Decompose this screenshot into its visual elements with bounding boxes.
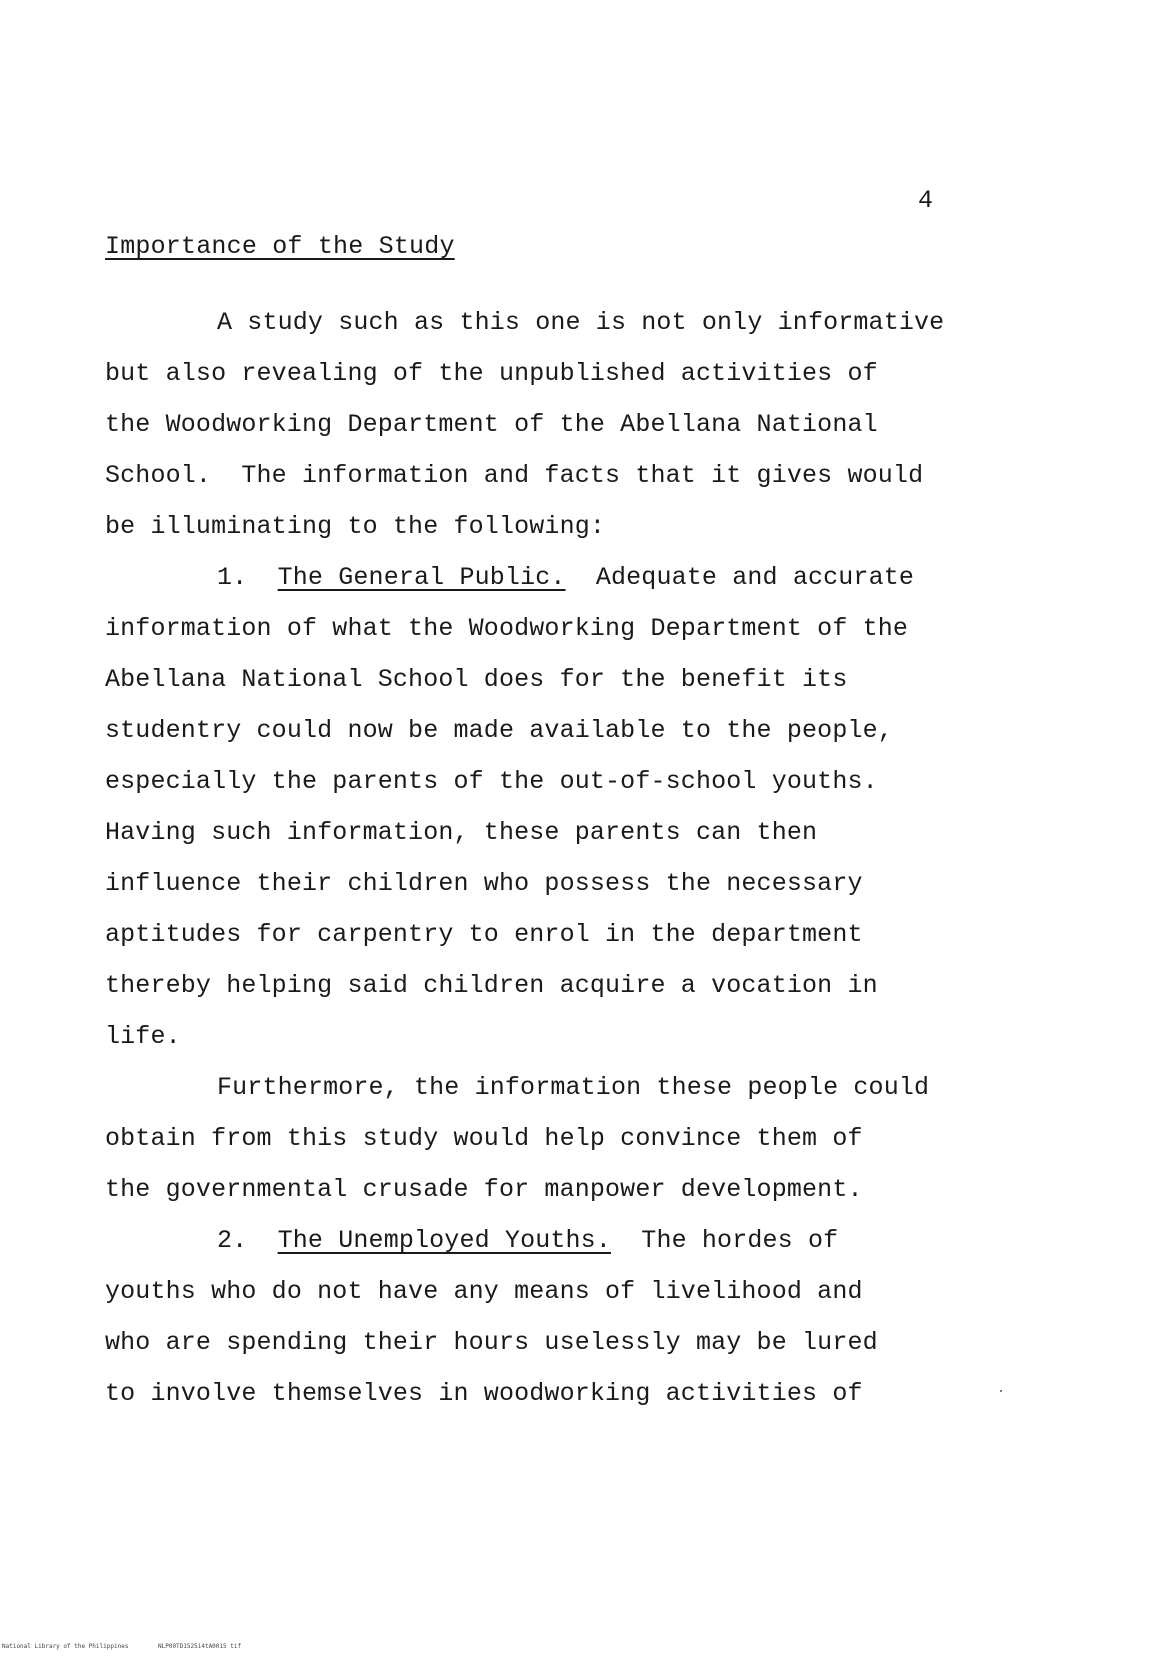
para1-line-4: School. The information and facts that it gives would bbox=[105, 461, 924, 490]
item1-title: The General Public. bbox=[277, 563, 566, 592]
item2-number: 2. bbox=[217, 1226, 248, 1255]
footer-code: NLP00TD1525i4tA0015 tif bbox=[158, 1643, 242, 1650]
item1-line-8: thereby helping said children acquire a vocation in bbox=[105, 971, 878, 1000]
footer-library: National Library of the Philippines bbox=[2, 1643, 129, 1650]
item2-line-1: youths who do not have any means of livelihood and bbox=[105, 1277, 863, 1306]
item1-line-1: information of what the Woodworking Department of the bbox=[105, 614, 909, 643]
item2-first-line bbox=[217, 1226, 838, 1255]
item1-line-7: aptitudes for carpentry to enrol in the department bbox=[105, 920, 863, 949]
item1-line-3: studentry could now be made available to the people, bbox=[105, 716, 893, 745]
para2-line-2: obtain from this study would help convince them of bbox=[105, 1124, 863, 1153]
item1-first-line bbox=[217, 563, 914, 592]
item1-line-2: Abellana National School does for the benefit its bbox=[105, 665, 848, 694]
item1-number: 1. bbox=[217, 563, 248, 592]
para1-line-2: but also revealing of the unpublished activities of bbox=[105, 359, 878, 388]
item1-line-5: Having such information, these parents can then bbox=[105, 818, 818, 847]
para2-line-3: the governmental crusade for manpower development. bbox=[105, 1175, 863, 1204]
item1-line-9: life. bbox=[105, 1022, 181, 1051]
section-heading: Importance of the Study bbox=[105, 232, 455, 261]
scan-speck bbox=[1000, 1390, 1002, 1392]
page-number: 4 bbox=[918, 186, 934, 215]
para2-line-1: Furthermore, the information these people could bbox=[217, 1073, 930, 1102]
item1-line-6: influence their children who possess the necessary bbox=[105, 869, 863, 898]
para1-line-3: the Woodworking Department of the Abellana National bbox=[105, 410, 878, 439]
para1-line-1: A study such as this one is not only informative bbox=[217, 308, 945, 337]
item2-first-line-rest: The hordes of bbox=[610, 1226, 839, 1255]
item2-title: The Unemployed Youths. bbox=[277, 1226, 611, 1255]
item2-line-2: who are spending their hours uselessly may be lured bbox=[105, 1328, 878, 1357]
item1-line-4: especially the parents of the out-of-school youths. bbox=[105, 767, 878, 796]
item1-first-line-rest: Adequate and accurate bbox=[565, 563, 915, 592]
item2-line-3: to involve themselves in woodworking activities of bbox=[105, 1379, 863, 1408]
para1-line-5: be illuminating to the following: bbox=[105, 512, 606, 541]
